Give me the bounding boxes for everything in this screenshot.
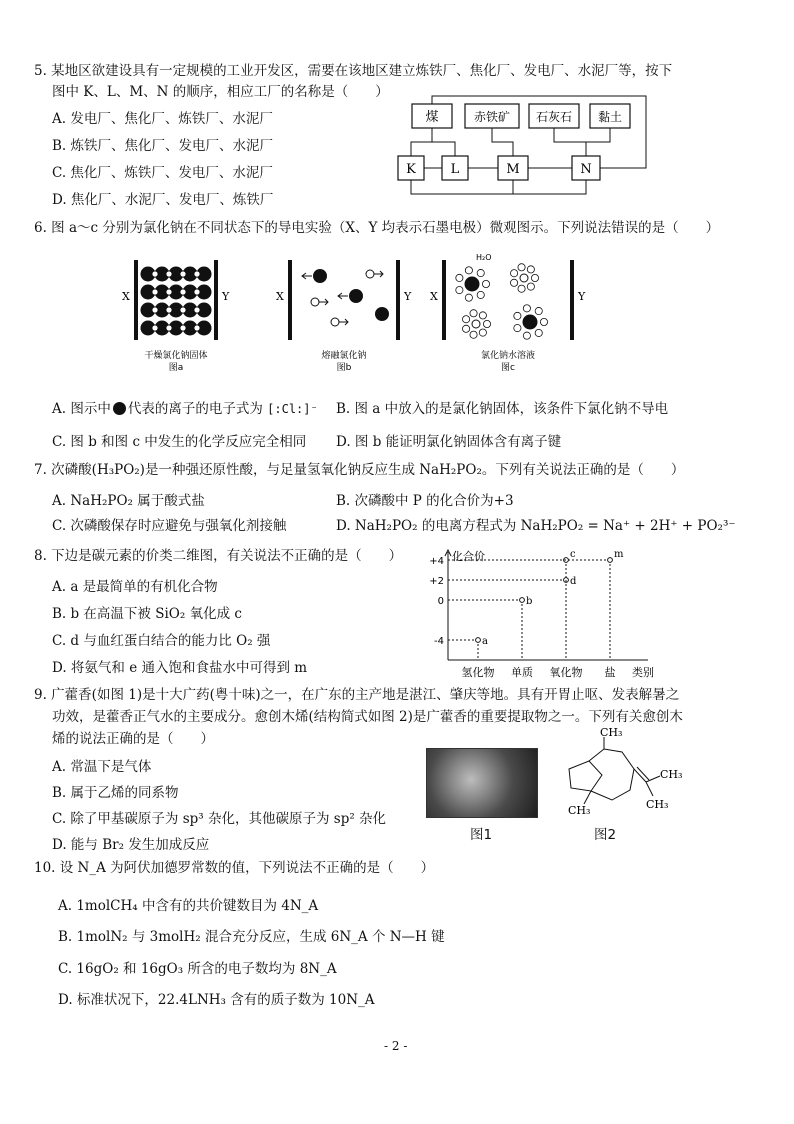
page-number: - 2 - [384,1039,408,1053]
chart-ytick: +4 [429,556,444,567]
svg-text:图b: 图b [336,363,352,373]
chart-ytick: -4 [434,636,444,647]
chart-point-m [608,558,613,563]
box-n: N [580,162,592,177]
svg-text:X: X [276,290,284,303]
chart-point-label: b [526,596,533,607]
svg-text:X: X [122,290,130,303]
box-hematite: 赤铁矿 [473,110,511,124]
svg-text:Y: Y [404,290,412,303]
q8-option-c[interactable]: C. d 与血红蛋白结合的能力比 O₂ 强 [52,633,271,649]
q10-option-c[interactable]: C. 16gO₂ 和 16gO₃ 所含的电子数均为 8N_A [58,961,337,977]
q7-option-d[interactable]: D. NaH₂PO₂ 的电离方程式为 NaH₂PO₂ = Na⁺ + 2H⁺ + PO₂³⁻ [336,518,736,534]
q10-option-b[interactable]: B. 1molN₂ 与 3molH₂ 混合充分反应，生成 6N_A 个 N—H 键 [58,929,445,945]
chloride-electron-formula: [:Cl:]⁻ [267,402,318,416]
chart-point-label: m [614,549,624,560]
svg-text:Y: Y [578,290,586,303]
chloride-ion-icon [113,402,126,415]
chart-xtick: 单质 [511,666,533,679]
svg-text:干燥氯化钠固体: 干燥氯化钠固体 [144,351,208,361]
chart-xtick: 氢化物 [461,666,495,679]
q6-a-prefix: A. 图示中 [52,401,111,417]
chart-point-label: c [570,549,576,560]
chart-xlabel: 类别 [632,666,654,679]
q5-stem-line1: 5. 某地区欲建设具有一定规模的工业开发区，需要在该地区建立炼铁厂、焦化厂、发电厂、水泥厂等，按下 [34,63,673,79]
q5-option-d[interactable]: D. 焦化厂、水泥厂、发电厂、炼铁厂 [52,192,274,208]
q8-option-a[interactable]: A. a 是最简单的有机化合物 [52,579,218,595]
svg-text:氯化钠水溶液: 氯化钠水溶液 [480,351,536,361]
fig2-caption: 图2 [594,827,617,843]
svg-text:CH₃: CH₃ [600,726,623,739]
q5-option-b[interactable]: B. 炼铁厂、焦化厂、发电厂、水泥厂 [52,138,274,154]
factory-flow-diagram [390,96,670,206]
q9-stem-line3: 烯的说法正确的是（ ） [52,731,214,747]
svg-text:图c: 图c [501,363,515,373]
chart-point-a [476,638,481,643]
q6-stem: 6. 图 a～c 分别为氯化钠在不同状态下的导电实验（X、Y 均表示石墨电极）微观图示。下列说法错误的是（ ） [34,220,720,236]
chart-xtick: 氧化物 [549,666,583,679]
carbon-valence-chart [420,548,665,678]
box-coal: 煤 [425,110,439,125]
q5-option-c[interactable]: C. 焦化厂、炼铁厂、发电厂、水泥厂 [52,165,273,181]
q7-option-b[interactable]: B. 次磷酸中 P 的化合价为+3 [336,493,514,509]
chart-ytick: 0 [437,596,444,607]
q9-stem-line1: 9. 广藿香(如图 1)是十大广药(粤十味)之一，在广东的主产地是湛江、肇庆等地。具有开胃止呕、发表解暑之 [34,687,680,703]
box-clay: 黏土 [597,110,623,124]
q10-stem: 10. 设 N_A 为阿伏加德罗常数的值，下列说法不正确的是（ ） [34,860,435,876]
q10-option-a[interactable]: A. 1molCH₄ 中含有的共价键数目为 4N_A [58,898,319,914]
q7-option-c[interactable]: C. 次磷酸保存时应避免与强氧化剂接触 [52,518,287,534]
q6-a-suffix: 代表的离子的电子式为 [127,401,263,417]
fig1-caption: 图1 [470,827,493,843]
chart-point-label: a [482,636,488,647]
q5-option-a[interactable]: A. 发电厂、焦化厂、炼铁厂、水泥厂 [52,111,273,127]
svg-text:CH₃: CH₃ [646,798,669,811]
q10-option-d[interactable]: D. 标准状况下，22.4LNH₃ 含有的质子数为 10N_A [58,992,375,1008]
svg-text:CH₃: CH₃ [568,804,591,817]
q7-option-a[interactable]: A. NaH₂PO₂ 属于酸式盐 [52,493,205,509]
chart-point-b [520,598,525,603]
chart-point-label: d [570,576,577,587]
svg-text:图a: 图a [168,363,184,373]
q8-option-d[interactable]: D. 将氨气和 e 通入饱和食盐水中可得到 m [52,660,308,676]
chart-ytick: +2 [429,576,444,587]
svg-text:熔融氯化钠: 熔融氯化钠 [321,351,367,361]
svg-text:CH₃: CH₃ [660,768,683,781]
q8-stem: 8. 下边是碳元素的价类二维图，有关说法不正确的是（ ） [34,548,403,564]
q9-option-c[interactable]: C. 除了甲基碳原子为 sp³ 杂化，其他碳原子为 sp² 杂化 [52,811,387,827]
patchouli-photo [426,748,538,818]
box-m: M [506,162,520,177]
q6-option-c[interactable]: C. 图 b 和图 c 中发生的化学反应完全相同 [52,434,307,450]
nacl-conduction-figures [120,252,600,377]
box-limestone: 石灰石 [535,110,573,124]
q5-stem-line2: 图中 K、L、M、N 的顺序，相应工厂的名称是（ ） [52,84,389,100]
q8-option-b[interactable]: B. b 在高温下被 SiO₂ 氧化成 c [52,606,242,622]
box-k: K [406,162,416,177]
q9-option-a[interactable]: A. 常温下是气体 [52,759,152,775]
q6-option-b[interactable]: B. 图 a 中放入的是氯化钠固体，该条件下氯化钠不导电 [336,401,669,417]
box-l: L [450,162,460,177]
svg-text:H₂O: H₂O [476,253,492,262]
svg-text:X: X [430,290,438,303]
chart-xtick: 盐 [604,666,616,679]
q9-option-b[interactable]: B. 属于乙烯的同系物 [52,785,179,801]
q6-option-a[interactable] [52,397,318,417]
q6-option-d[interactable]: D. 图 b 能证明氯化钠固体含有离子键 [336,434,562,450]
chart-ylabel: 化合价 [452,550,485,563]
q9-option-d[interactable]: D. 能与 Br₂ 发生加成反应 [52,837,210,853]
q9-stem-line2: 功效，是藿香正气水的主要成分。愈创木烯(结构简式如图 2)是广藿香的重要提取物之一。下列有关愈创木 [52,709,683,725]
svg-text:Y: Y [222,290,230,303]
q7-stem: 7. 次磷酸(H₃PO₂)是一种强还原性酸，与足量氢氧化钠反应生成 NaH₂PO₂。下列有关说法正确的是（ ） [34,462,685,478]
guaiene-structure [556,726,683,823]
